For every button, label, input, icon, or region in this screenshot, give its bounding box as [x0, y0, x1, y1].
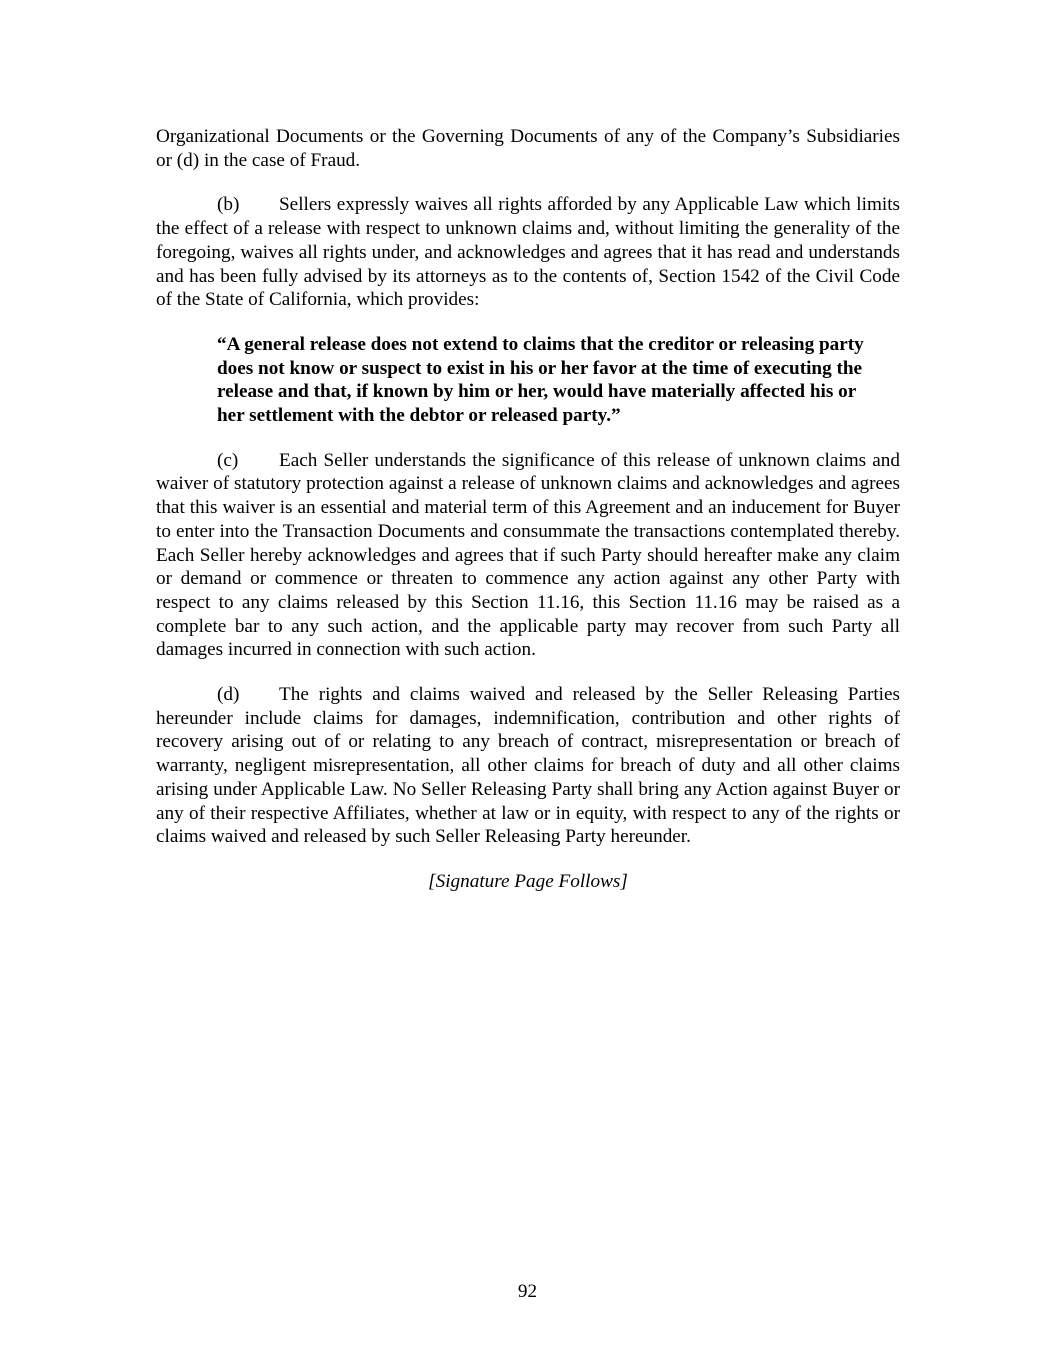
paragraph-c: [156, 449, 900, 662]
paragraph-d-text: The rights and claims waived and released by the Seller Releasing Parties hereunder include claims for damages, indemnification, contribution and other rights of recovery arising out of or relating to any breach of contract, misrepresentation or breach of warranty, negligent misrepresentation, all other claims for breach of duty and all other claims arising under Applicable Law. No Seller Releasing Party shall bring any Action against Buyer or any of their respective Affiliates, whether at law or in equity, with respect to any of the rights or claims waived and released by such Seller Releasing Party hereunder.: [156, 684, 900, 848]
paragraph-c-text: Each Seller understands the significance of this release of unknown claims and waiver of statutory protection against a release of unknown claims and acknowledges and agrees that this waiver is an essential and material term of this Agreement and an inducement for Buyer to enter into the Transaction Documents and consummate the transactions contemplated thereby. Each Seller hereby acknowledges and agrees that if such Party should hereafter make any claim or demand or commence or threaten to commence any action against any other Party with respect to any claims released by this Section 11.16, this Section 11.16 may be raised as a complete bar to any such action, and the applicable party may recover from such Party all damages incurred in connection with such action.: [156, 449, 900, 661]
paragraph-continuation: Organizational Documents or the Governing Documents of any of the Company’s Subsidiaries or (d) in the case of Fraud.: [156, 126, 900, 171]
page-number: 92: [517, 1281, 538, 1302]
document-body: [156, 125, 900, 894]
paragraph-b: [156, 193, 900, 312]
paragraph-c-label: (c): [217, 449, 239, 471]
paragraph-d-label: (d): [217, 684, 240, 706]
paragraph-b-label: (b): [217, 194, 240, 216]
paragraph-d: [156, 683, 900, 849]
signature-page-note: [Signature Page Follows]: [428, 870, 628, 892]
civil-code-quote: “A general release does not extend to claims that the creditor or releasing party does not know or suspect to exist in his or her favor at the time of executing the release and that, if known by him or her, would have materially affected his or her settlement with the debtor or released party.”: [217, 333, 864, 427]
paragraph-b-text: Sellers expressly waives all rights afforded by any Applicable Law which limits the effect of a release with respect to unknown claims and, without limiting the generality of the foregoing, waives all rights under, and acknowledges and agrees that it has read and understands and has been fully advised by its attorneys as to the contents of, Section 1542 of the Civil Code of the State of California, which provides:: [156, 194, 900, 311]
